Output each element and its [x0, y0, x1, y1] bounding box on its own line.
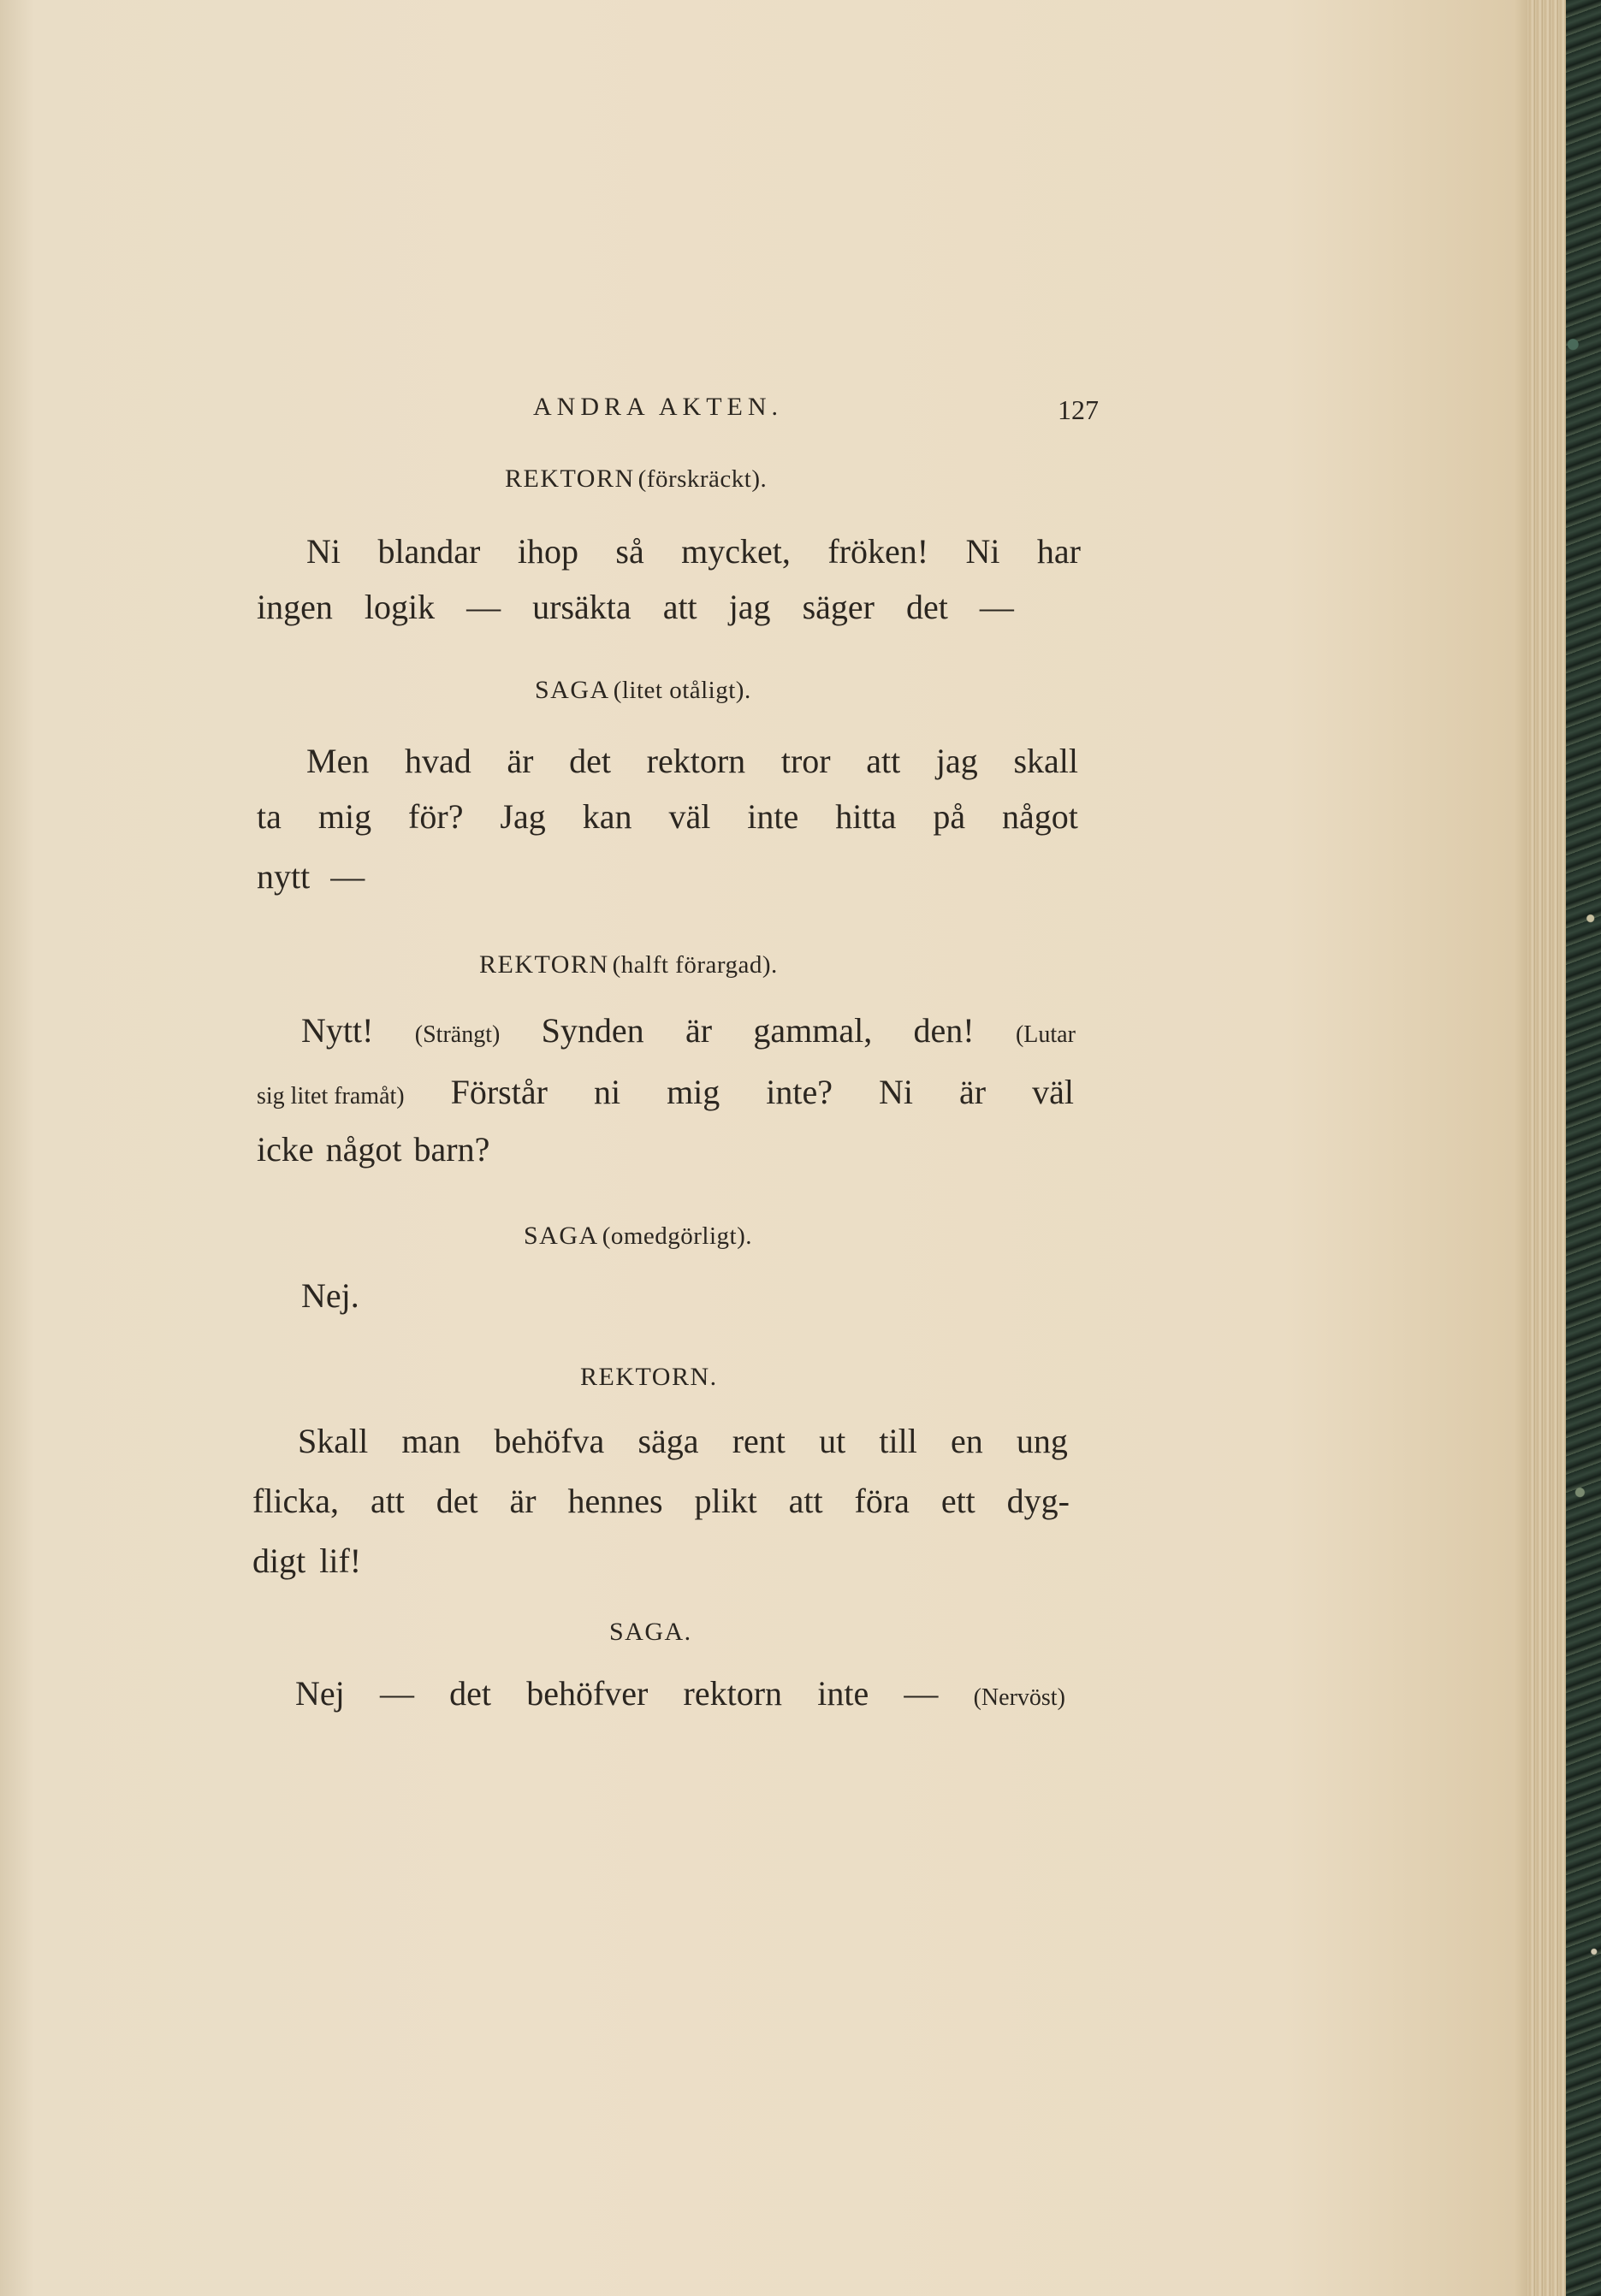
- word: Förstår: [450, 1073, 548, 1111]
- word: att: [370, 1482, 405, 1520]
- word: —: [979, 588, 1014, 626]
- speaker-heading: [479, 952, 778, 978]
- word: den!: [913, 1011, 975, 1050]
- word: jag: [935, 742, 978, 780]
- word: nytt: [257, 857, 311, 896]
- word: väl: [668, 797, 711, 836]
- running-title: ANDRA AKTEN.: [533, 393, 784, 421]
- word: inte: [747, 797, 799, 836]
- word: att: [866, 742, 901, 780]
- word: ta: [257, 797, 282, 836]
- word: att: [788, 1482, 823, 1520]
- word: Nytt!: [301, 1011, 374, 1050]
- word: till: [879, 1422, 917, 1460]
- word: logik: [364, 588, 436, 626]
- word: är: [509, 1482, 537, 1520]
- word: rektorn: [646, 742, 746, 780]
- word: mig: [667, 1073, 720, 1111]
- word: ett: [940, 1482, 975, 1520]
- word: ni: [593, 1073, 621, 1111]
- speaker-heading: [524, 1223, 752, 1249]
- word: blandar: [377, 532, 481, 571]
- speaker-heading: [535, 678, 751, 703]
- speaker-name: SAGA: [524, 1222, 599, 1250]
- word: ung: [1016, 1422, 1068, 1460]
- text-line: [257, 1130, 490, 1169]
- word: ursäkta: [532, 588, 632, 626]
- word: —: [466, 588, 501, 626]
- word: rektorn: [683, 1674, 783, 1713]
- word: mig: [317, 797, 372, 836]
- word: det: [569, 742, 612, 780]
- stage-direction: (Lutar: [1015, 1021, 1076, 1048]
- text-line: [298, 1424, 1068, 1459]
- word: Nej: [295, 1674, 345, 1713]
- word: digt: [252, 1542, 306, 1580]
- word: barn?: [413, 1130, 490, 1169]
- stage-direction: (halft förargad).: [612, 951, 778, 979]
- word: det: [906, 588, 948, 626]
- word: —: [379, 1674, 414, 1713]
- word: man: [401, 1422, 461, 1460]
- word: är: [959, 1073, 987, 1111]
- word: för?: [408, 797, 464, 836]
- word: Skall: [298, 1422, 369, 1460]
- word: säga: [637, 1422, 699, 1460]
- word: icke: [257, 1130, 314, 1169]
- stage-direction: (omedgörligt).: [602, 1222, 753, 1250]
- word: är: [685, 1011, 713, 1050]
- word: dyg-: [1006, 1482, 1070, 1520]
- text-line: [252, 1544, 361, 1578]
- stage-direction: (Nervöst): [973, 1684, 1065, 1711]
- word: hennes: [567, 1482, 663, 1520]
- word: säger: [802, 588, 875, 626]
- word: hitta: [835, 797, 897, 836]
- word: Jag: [500, 797, 546, 836]
- page-number: 127: [1058, 394, 1099, 425]
- text-line: [257, 857, 365, 896]
- word: ut: [819, 1422, 846, 1460]
- text-line: [252, 1484, 1070, 1518]
- speaker-heading: [505, 466, 767, 492]
- text-line: [301, 1011, 1076, 1050]
- text-line: [306, 744, 1078, 778]
- text-line: [295, 1674, 1065, 1713]
- word: tror: [780, 742, 831, 780]
- word: behöfva: [494, 1422, 605, 1460]
- text-line: [306, 532, 1081, 571]
- speaker-name: SAGA.: [609, 1618, 692, 1646]
- word: en: [950, 1422, 983, 1460]
- word: —: [904, 1674, 939, 1713]
- text-line: [257, 590, 1014, 624]
- speaker-heading: [609, 1619, 692, 1645]
- word: Ni: [879, 1073, 914, 1111]
- word: hvad: [404, 742, 471, 780]
- word: inte: [817, 1674, 869, 1713]
- stage-direction: sig litet framåt): [257, 1083, 405, 1110]
- word: jag: [728, 588, 771, 626]
- word: mycket,: [681, 532, 791, 571]
- word: Ni: [306, 532, 341, 571]
- speaker-name: REKTORN.: [580, 1363, 718, 1391]
- word: rent: [732, 1422, 786, 1460]
- word: inte?: [766, 1073, 833, 1111]
- marbled-cover: [1566, 0, 1601, 2296]
- word: på: [933, 797, 966, 836]
- word: skall: [1013, 742, 1078, 780]
- speaker-name: REKTORN: [479, 950, 609, 979]
- word: är: [507, 742, 534, 780]
- word: Men: [306, 742, 370, 780]
- speaker-name: REKTORN: [505, 465, 635, 493]
- word: det: [436, 1482, 478, 1520]
- word: väl: [1032, 1073, 1074, 1111]
- word: —: [330, 857, 365, 896]
- word: ingen: [257, 588, 333, 626]
- stage-direction: (förskräckt).: [637, 465, 768, 493]
- word: flicka,: [252, 1482, 340, 1520]
- word: så: [615, 532, 644, 571]
- word: att: [662, 588, 697, 626]
- word: fröken!: [827, 532, 929, 571]
- word: gammal,: [753, 1011, 873, 1050]
- text-line: [301, 1276, 359, 1315]
- word: Synden: [541, 1011, 644, 1050]
- word: något: [1002, 797, 1078, 836]
- word: plikt: [694, 1482, 757, 1520]
- word: Nej.: [301, 1276, 359, 1315]
- word: har: [1036, 532, 1081, 571]
- word: lif!: [319, 1542, 362, 1580]
- speaker-name: SAGA: [535, 676, 610, 704]
- word: något: [325, 1130, 402, 1169]
- word: kan: [582, 797, 632, 836]
- text-line: [257, 1075, 1074, 1110]
- text-line: [257, 797, 1078, 836]
- word: föra: [854, 1482, 910, 1520]
- stage-direction: (Strängt): [414, 1021, 501, 1048]
- page-edges: [1527, 0, 1566, 2296]
- speaker-heading: [580, 1364, 718, 1390]
- word: Ni: [965, 532, 1000, 571]
- word: behöfver: [526, 1674, 649, 1713]
- stage-direction: (litet otåligt).: [613, 677, 751, 704]
- word: det: [449, 1674, 492, 1713]
- word: ihop: [517, 532, 578, 571]
